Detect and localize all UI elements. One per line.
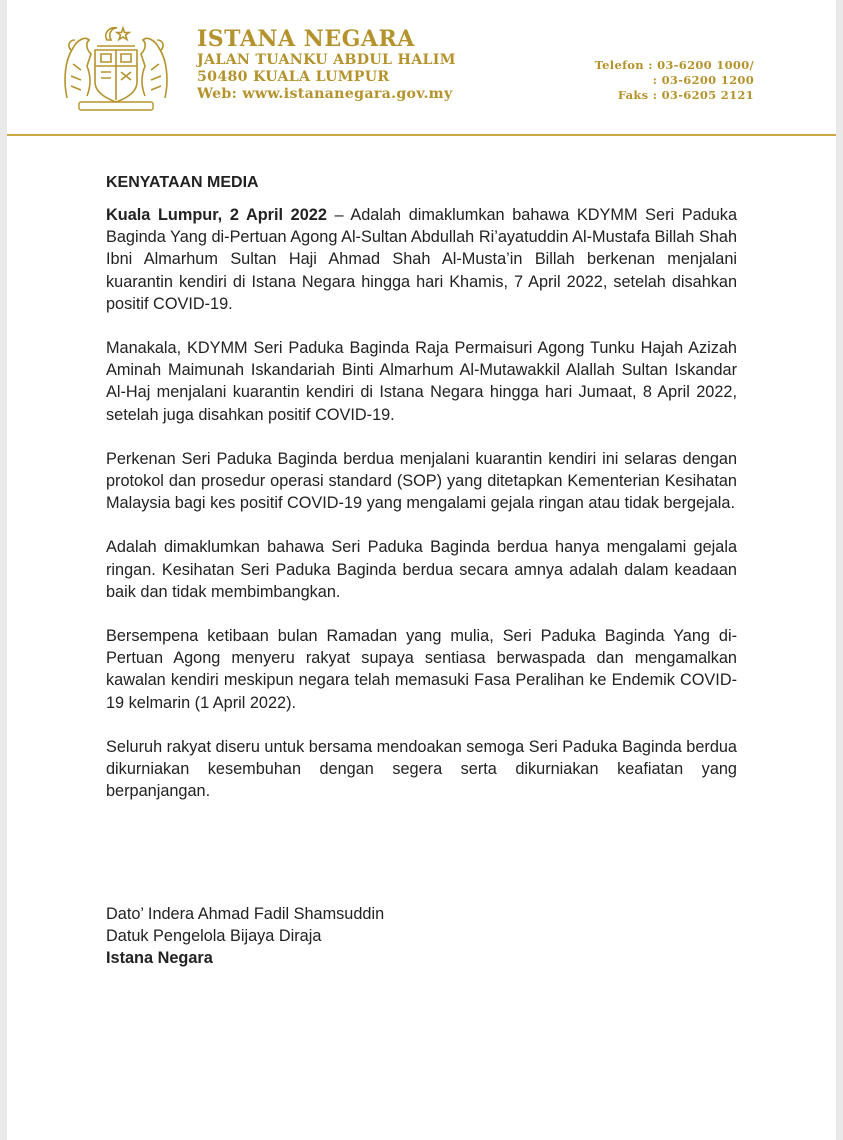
paragraph-2: Manakala, KDYMM Seri Paduka Baginda Raja Permaisuri Agong Tunku Hajah Azizah Aminah Maimunah Iskandariah Binti Almarhum Al-Mutawakkil Alallah Sultan Iskandar Al-Haj menjalani kuarantin kendiri di Istana Negara hingga hari Jumaat, 8 April 2022, setelah juga disahkan positif COVID-19.	[106, 339, 737, 424]
signatory-org: Istana Negara	[106, 949, 213, 968]
dateline: Kuala Lumpur, 2 April 2022	[106, 206, 327, 224]
postcode-city: 50480 KUALA LUMPUR	[197, 69, 390, 85]
document-heading: KENYATAAN MEDIA	[106, 174, 259, 191]
signatory-name: Dato’ Indera Ahmad Fadil Shamsuddin	[106, 905, 385, 923]
org-address-block	[197, 26, 456, 103]
paragraph-4: Adalah dimaklumkan bahawa Seri Paduka Baginda berdua hanya mengalami gejala ringan. Kesihatan Seri Paduka Baginda berdua secara amnya adalah dalam keadaan baik dan tidak membimbangkan.	[106, 538, 737, 601]
paragraph-3: Perkenan Seri Paduka Baginda berdua menjalani kuarantin kendiri ini selaras dengan protokol dan prosedur operasi standard (SOP) yang ditetapkan Kementerian Kesihatan Malaysia bagi kes positif COVID-19 yang mengalami gejala ringan atau tidak bergejala.	[106, 449, 737, 513]
phone-line-2: : 03-6200 1200	[652, 73, 754, 87]
phone-line: Telefon : 03-6200 1000/	[594, 58, 754, 72]
document-page	[7, 0, 836, 1140]
signatory-title: Datuk Pengelola Bijaya Diraja	[106, 927, 322, 946]
paragraph-5: Bersempena ketibaan bulan Ramadan yang mulia, Seri Paduka Baginda Yang di-Pertuan Agong menyeru rakyat supaya sentiasa berwaspada dan mengamalkan kawalan kendiri meskipun negara telah memasuki Fasa Peralihan ke Endemik COVID-19 kelmarin (1 April 2022).	[106, 627, 737, 712]
coat-of-arms-icon	[57, 20, 175, 112]
address-line: JALAN TUANKU ABDUL HALIM	[197, 52, 456, 68]
statement-body	[106, 172, 737, 824]
fax-line: Faks : 03-6205 2121	[617, 88, 754, 102]
website: Web: www.istananegara.gov.my	[197, 86, 453, 102]
contact-block	[595, 58, 754, 103]
paragraph-1	[106, 204, 737, 315]
signature-block	[106, 903, 384, 970]
header-divider	[7, 134, 836, 136]
letterhead	[7, 0, 836, 140]
org-name: ISTANA NEGARA	[197, 26, 415, 52]
paragraph-1-text: – Adalah dimaklumkan bahawa KDYMM Seri Paduka Baginda Yang di-Pertuan Agong Al-Sultan Abdullah Ri’ayatuddin Al-Mustafa Billah Shah Ibni Almarhum Sultan Haji Ahmad Shah Al-Musta’in Billah berkenan menjalani kuarantin kendiri di Istana Negara hingga hari Khamis, 7 April 2022, setelah disahkan positif COVID-19.	[106, 206, 737, 313]
paragraph-6: Seluruh rakyat diseru untuk bersama mendoakan semoga Seri Paduka Baginda berdua dikurniakan kesembuhan dengan segera serta dikurniakan keafiatan yang berpanjangan.	[106, 737, 737, 801]
